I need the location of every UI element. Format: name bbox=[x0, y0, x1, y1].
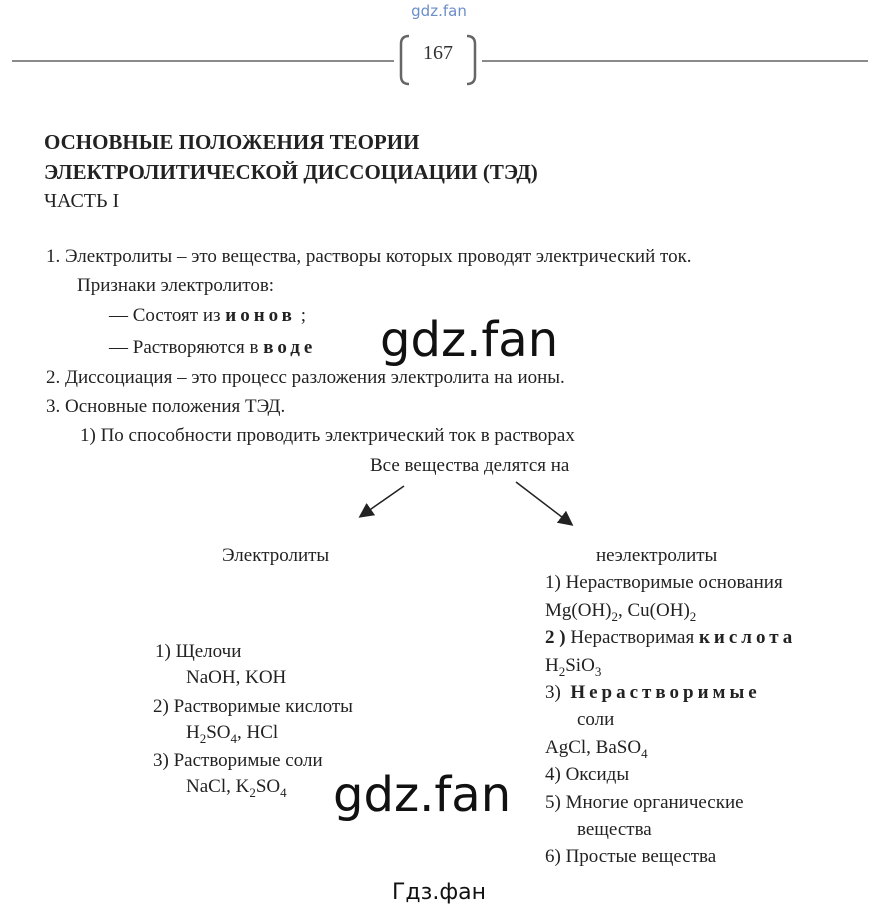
part-label: ЧАСТЬ I bbox=[44, 190, 120, 212]
split-heading: Все вещества делятся на bbox=[370, 455, 570, 476]
signs-heading: Признаки электролитов: bbox=[77, 275, 275, 296]
left-item-2: 2) Растворимые кислоты bbox=[153, 696, 353, 717]
subitem-1: 1) По способности проводить электрический ток в растворах bbox=[80, 425, 575, 446]
left-item-1-example: NaOH, KOH bbox=[186, 667, 287, 688]
right-item-3-example: AgCl, BaSO$_4$ bbox=[545, 737, 648, 761]
watermark-low: gdz.fan bbox=[333, 767, 512, 823]
right-item-5-cont: вещества bbox=[577, 819, 652, 840]
title-line-1: ОСНОВНЫЕ ПОЛОЖЕНИЯ ТЕОРИИ bbox=[44, 130, 420, 154]
right-item-4: 4) Оксиды bbox=[545, 764, 630, 785]
title-line-2: ЭЛЕКТРОЛИТИЧЕСКОЙ ДИССОЦИАЦИИ (ТЭД) bbox=[44, 160, 538, 184]
sign-2: — Растворяются в воде bbox=[109, 337, 317, 358]
sign-2-keyword: воде bbox=[263, 337, 317, 358]
item-1: 1. Электролиты – это вещества, растворы которых проводят электрический ток. bbox=[46, 246, 692, 267]
sign-1: — Состоят из ионов ; bbox=[109, 305, 306, 326]
left-item-2-example: $H_2SO_4$, HCl bbox=[186, 722, 279, 746]
right-item-6: 6) Простые вещества bbox=[545, 846, 717, 867]
page-number: 167 bbox=[423, 42, 453, 64]
right-item-2-example: $H_2SiO_3$ bbox=[545, 655, 602, 679]
left-heading: Электролиты bbox=[222, 545, 330, 566]
left-item-1: 1) Щелочи bbox=[155, 641, 242, 662]
watermark-bottom: Гдз.фан bbox=[392, 880, 486, 905]
right-heading: неэлектролиты bbox=[596, 545, 718, 566]
arrow-left bbox=[361, 486, 404, 516]
left-item-3: 3) Растворимые соли bbox=[153, 750, 323, 771]
sign-1-keyword: ионов bbox=[225, 305, 296, 326]
watermark-top: gdz.fan bbox=[411, 2, 467, 20]
header-rule-left bbox=[12, 60, 394, 62]
right-item-1: 1) Нерастворимые основания bbox=[545, 572, 783, 593]
watermark-mid: gdz.fan bbox=[380, 312, 559, 368]
right-item-2: 2 ) Нерастворимая кислота bbox=[545, 627, 797, 648]
right-item-5: 5) Многие органические bbox=[545, 792, 744, 813]
right-item-3: 3) Нерастворимые bbox=[545, 682, 761, 703]
item-2: 2. Диссоциация – это процесс разложения электролита на ионы. bbox=[46, 367, 565, 388]
item-3: 3. Основные положения ТЭД. bbox=[46, 396, 286, 417]
header-rule-right bbox=[482, 60, 868, 62]
arrow-right bbox=[516, 482, 571, 524]
page-number-frame bbox=[399, 34, 477, 86]
right-item-1-example: $Mg(OH)_2$, $Cu(OH)_2$ bbox=[545, 600, 697, 624]
right-item-3-cont: соли bbox=[577, 709, 615, 730]
left-item-3-example: NaCl, $K_2SO_4$ bbox=[186, 776, 287, 800]
